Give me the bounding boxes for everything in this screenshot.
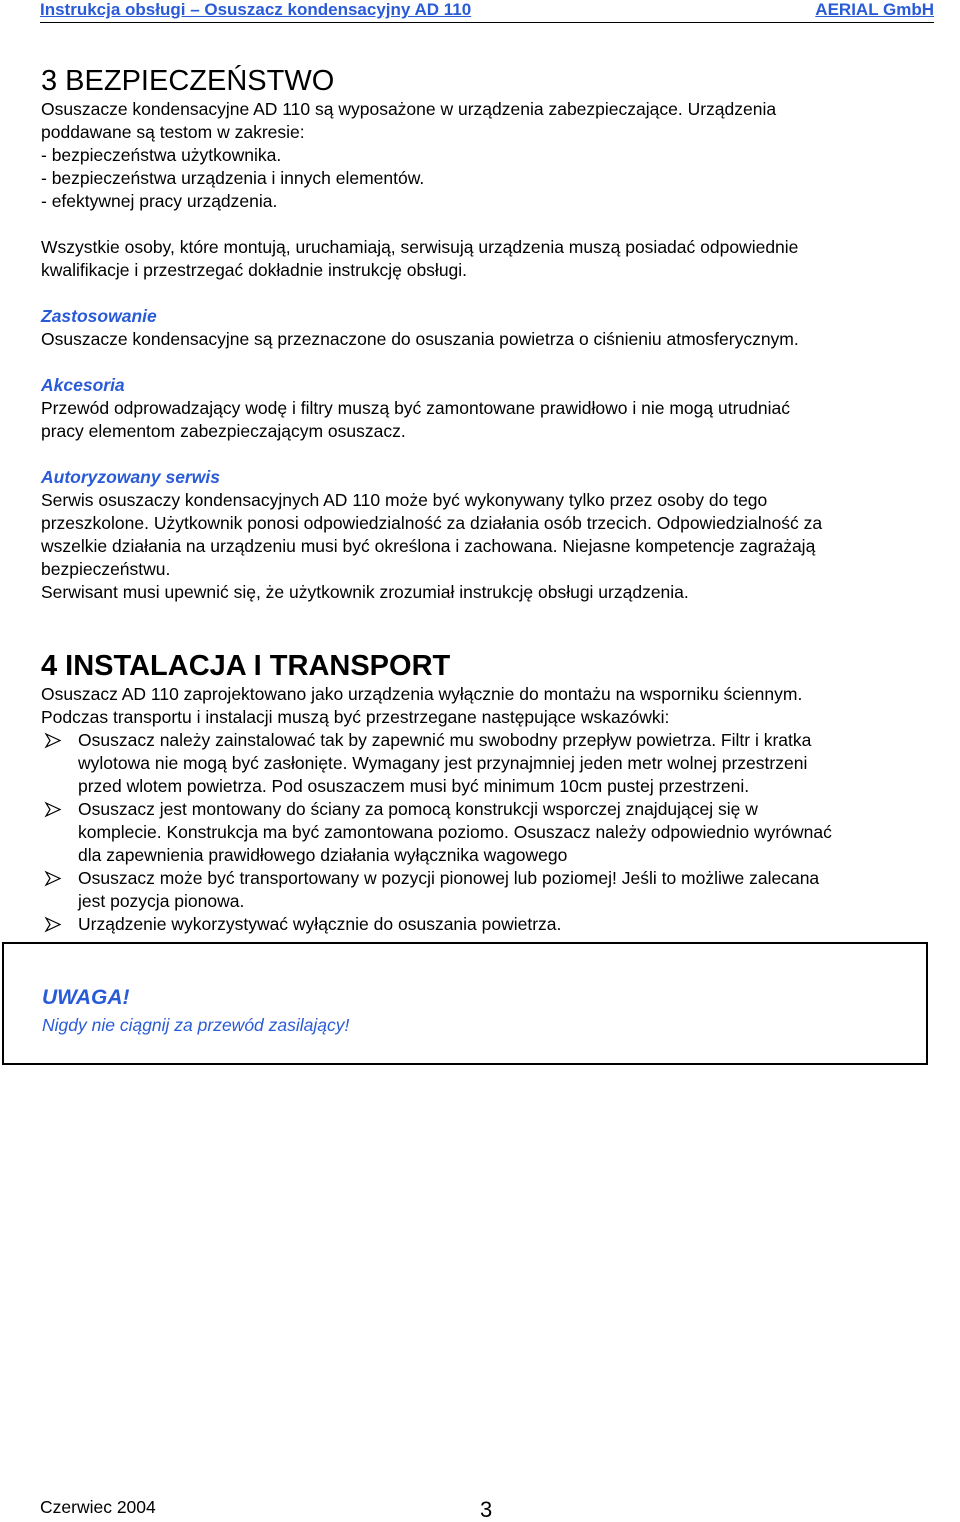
subsection-zastosowanie [41, 305, 931, 351]
text-line: Wszystkie osoby, które montują, uruchamiają, serwisują urządzenia muszą posiadać odpowiednie [41, 237, 799, 257]
installation-guidelines-list [41, 729, 931, 936]
arrow-bullet-icon [41, 867, 65, 890]
list-item [41, 798, 931, 867]
text-line: dla zapewnienia prawidłowego działania wyłącznika wagowego [78, 845, 568, 865]
section-4-intro [41, 683, 931, 729]
text-line: pracy elementom zabezpieczającym osuszacz. [41, 421, 406, 441]
text-line: jest pozycja pionowa. [78, 891, 245, 911]
subsection-heading: Akcesoria [41, 375, 125, 395]
warning-title: UWAGA! [42, 986, 130, 1009]
list-item [41, 913, 931, 936]
text-line: Osuszacze kondensacyjne są przeznaczone do osuszania powietrza o ciśnieniu atmosferycznym. [41, 329, 799, 349]
warning-box [2, 942, 928, 1065]
page-header [40, 0, 934, 23]
arrow-bullet-icon [41, 798, 65, 821]
text-line: kwalifikacje i przestrzegać dokładnie instrukcję obsługi. [41, 260, 468, 280]
text-line: wszelkie działania na urządzeniu musi być określona i zachowana. Niejasne kompetencje zagrażają [41, 536, 816, 556]
text-line: Serwis osuszaczy kondensacyjnych AD 110 może być wykonywany tylko przez osoby do tego [41, 490, 768, 510]
subsection-heading: Autoryzowany serwis [41, 467, 220, 487]
section-4-title: 4 INSTALACJA I TRANSPORT [41, 650, 451, 682]
arrow-bullet-icon [41, 913, 65, 936]
footer-date: Czerwiec 2004 [40, 1497, 156, 1517]
page-content [41, 64, 931, 936]
text-line: - bezpieczeństwa urządzenia i innych elementów. [41, 168, 425, 188]
header-doc-title: Instrukcja obsługi – Osuszacz kondensacyjny AD 110 [40, 0, 472, 19]
text-line: Osuszacz AD 110 zaprojektowano jako urządzenia wyłącznie do montażu na wsporniku ściennym. [41, 684, 803, 704]
section-3-title: 3 BEZPIECZEŃSTWO [41, 65, 335, 97]
text-line: wylotowa nie mogą być zasłonięte. Wymagany jest przynajmniej jeden metr wolnej przestrzeni [78, 753, 808, 773]
text-line: Osuszacz należy zainstalować tak by zapewnić mu swobodny przepływ powietrza. Filtr i kratka [78, 730, 812, 750]
text-line: poddawane są testom w zakresie: [41, 122, 305, 142]
text-line: przeszkolone. Użytkownik ponosi odpowiedzialność za działania osób trzecich. Odpowiedzialność za [41, 513, 823, 533]
section-3-intro [41, 98, 931, 213]
text-line: - efektywnej pracy urządzenia. [41, 191, 278, 211]
text-line: Serwisant musi upewnić się, że użytkownik zrozumiał instrukcję obsługi urządzenia. [41, 582, 689, 602]
subsection-heading: Zastosowanie [41, 306, 157, 326]
subsection-autoryzowany-serwis [41, 466, 931, 604]
warning-text: Nigdy nie ciągnij za przewód zasilający! [42, 1015, 350, 1035]
subsection-akcesoria [41, 374, 931, 443]
text-line: Osuszacz jest montowany do ściany za pomocą konstrukcji wsporczej znajdującej się w [78, 799, 758, 819]
page-number: 3 [480, 1497, 493, 1522]
list-item [41, 867, 931, 913]
text-line: bezpieczeństwu. [41, 559, 171, 579]
qualification-paragraph [41, 236, 931, 282]
text-line: - bezpieczeństwa użytkownika. [41, 145, 282, 165]
text-line: Przewód odprowadzający wodę i filtry muszą być zamontowane prawidłowo i nie mogą utrudniać [41, 398, 790, 418]
text-line: Urządzenie wykorzystywać wyłącznie do osuszania powietrza. [78, 914, 562, 934]
list-item [41, 729, 931, 798]
text-line: Podczas transportu i instalacji muszą być przestrzegane następujące wskazówki: [41, 707, 670, 727]
text-line: komplecie. Konstrukcja ma być zamontowana poziomo. Osuszacz należy odpowiednio wyrównać [78, 822, 832, 842]
header-company: AERIAL GmbH [815, 0, 934, 19]
text-line: przed wlotem powietrza. Pod osuszaczem musi być minimum 10cm pustej przestrzeni. [78, 776, 750, 796]
text-line: Osuszacz może być transportowany w pozycji pionowej lub poziomej! Jeśli to możliwe zalecana [78, 868, 820, 888]
arrow-bullet-icon [41, 729, 65, 752]
text-line: Osuszacze kondensacyjne AD 110 są wyposażone w urządzenia zabezpieczające. Urządzenia [41, 99, 777, 119]
